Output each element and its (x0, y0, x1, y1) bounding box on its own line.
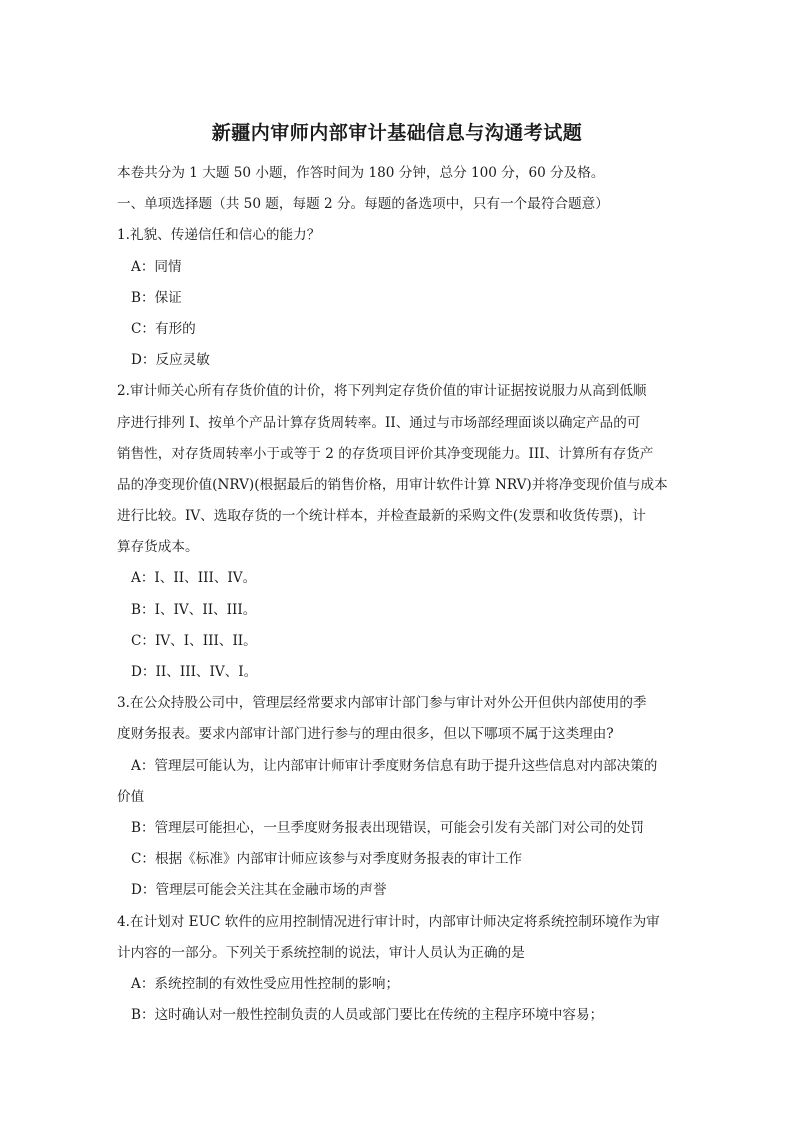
exam-intro: 本卷共分为 1 大题 50 小题，作答时间为 180 分钟，总分 100 分，60 分及格。 (117, 165, 605, 181)
option-a-continuation: 价值 (117, 788, 145, 805)
option-c: C：IV、I、III、II。 (131, 632, 257, 649)
option-b: B：I、IV、II、III。 (131, 601, 257, 618)
question-stem-line: 计内容的一部分。下列关于系统控制的说法，审计人员认为正确的是 (117, 944, 525, 961)
question-2 (117, 376, 679, 688)
option-d: D：II、III、IV、I。 (131, 664, 258, 680)
option-a: A：同情 (131, 258, 182, 275)
document-body (117, 158, 679, 1031)
question-stem-line: 算存货成本。 (117, 539, 199, 556)
question-stem-line: 序进行排列 I、按单个产品计算存货周转率。II、通过与市场部经理面谈以确定产品的可 (117, 414, 641, 431)
question-4 (117, 907, 679, 1032)
option-c: C：根据《标准》内部审计师应该参与对季度财务报表的审计工作 (131, 851, 523, 868)
question-3 (117, 688, 679, 906)
question-stem-line: 进行比较。IV、选取存货的一个统计样本，并检查最新的采购文件(发票和收货传票)，计 (117, 508, 646, 525)
option-b: B：这时确认对一般性控制负责的人员或部门要比在传统的主程序环境中容易； (131, 1007, 604, 1024)
option-a: A：I、II、III、IV。 (131, 570, 257, 587)
question-stem: 1.礼貌、传递信任和信心的能力？ (117, 227, 321, 244)
option-b: B：保证 (131, 289, 182, 306)
page-title: 新疆内审师内部审计基础信息与沟通考试题 (211, 122, 583, 144)
question-stem-line: 4.在计划对 EUC 软件的应用控制情况进行审计时，内部审计师决定将系统控制环境作为审 (117, 913, 660, 930)
question-stem-line: 3.在公众持股公司中，管理层经常要求内部审计部门参与审计对外公开但供内部使用的季 (117, 695, 647, 712)
option-d: D：反应灵敏 (131, 352, 210, 369)
question-1 (117, 220, 679, 376)
question-stem-line: 度财务报表。要求内部审计部门进行参与的理由很多，但以下哪项不属于这类理由? (117, 726, 614, 743)
question-stem-line: 品的净变现价值(NRV)(根据最后的销售价格，用审计软件计算 NRV)并将净变现价值与成本 (117, 476, 668, 493)
question-stem-line: 销售性，对存货周转率小于或等于 2 的存货项目评价其净变现能力。III、计算所有存货产 (117, 445, 654, 462)
option-a: A：系统控制的有效性受应用性控制的影响； (131, 975, 400, 992)
section-heading: 一、单项选择题（共 50 题，每题 2 分。每题的备选项中，只有一个最符合题意） (117, 196, 609, 213)
option-b: B：管理层可能担心，一旦季度财务报表出现错误，可能会引发有关部门对公司的处罚 (131, 819, 644, 836)
question-stem-line: 2.审计师关心所有存货价值的计价，将下列判定存货价值的审计证据按说服力从高到低顺 (117, 383, 647, 400)
option-d: D：管理层可能会关注其在金融市场的声誉 (131, 882, 387, 899)
option-c: C：有形的 (131, 320, 196, 337)
option-a: A：管理层可能认为，让内部审计师审计季度财务信息有助于提升这些信息对内部决策的 (131, 757, 658, 774)
